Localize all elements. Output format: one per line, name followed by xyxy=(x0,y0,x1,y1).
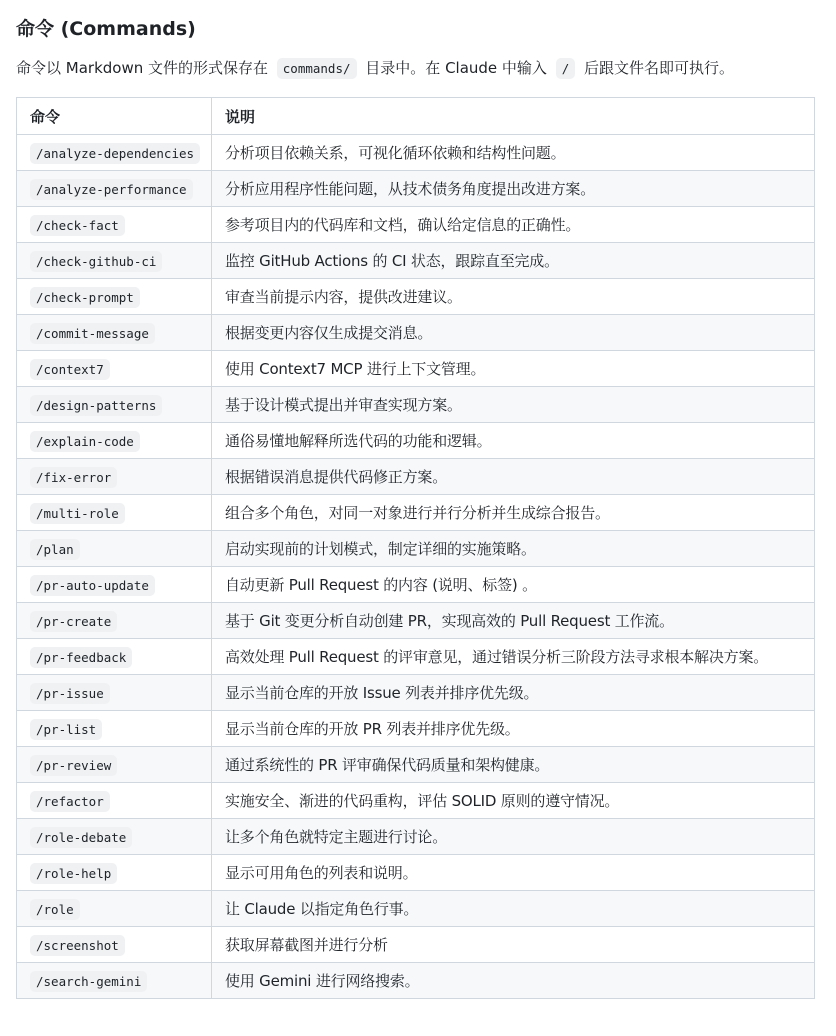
table-row xyxy=(17,531,815,567)
table-row xyxy=(17,387,815,423)
command-name: /pr-issue xyxy=(30,683,110,704)
command-cell xyxy=(17,243,212,279)
command-name: /fix-error xyxy=(30,467,117,488)
table-row xyxy=(17,819,815,855)
command-description: 让多个角色就特定主题进行讨论。 xyxy=(212,819,815,855)
command-description: 自动更新 Pull Request 的内容 (说明、标签) 。 xyxy=(212,567,815,603)
intro-code-commands-dir: commands/ xyxy=(277,58,357,79)
section-title: 命令 (Commands) xyxy=(16,18,196,40)
command-name: /screenshot xyxy=(30,935,125,956)
command-description: 获取屏幕截图并进行分析 xyxy=(212,927,815,963)
command-cell xyxy=(17,171,212,207)
command-cell xyxy=(17,711,212,747)
command-description: 基于 Git 变更分析自动创建 PR，实现高效的 Pull Request 工作流。 xyxy=(212,603,815,639)
command-name: /pr-auto-update xyxy=(30,575,155,596)
command-cell xyxy=(17,747,212,783)
command-cell xyxy=(17,135,212,171)
command-cell xyxy=(17,459,212,495)
command-name: /pr-list xyxy=(30,719,102,740)
command-name: /refactor xyxy=(30,791,110,812)
command-cell xyxy=(17,891,212,927)
command-description: 根据变更内容仅生成提交消息。 xyxy=(212,315,815,351)
table-row xyxy=(17,315,815,351)
command-cell xyxy=(17,963,212,999)
command-description: 监控 GitHub Actions 的 CI 状态，跟踪直至完成。 xyxy=(212,243,815,279)
table-row xyxy=(17,171,815,207)
command-description: 参考项目内的代码库和文档，确认给定信息的正确性。 xyxy=(212,207,815,243)
command-name: /commit-message xyxy=(30,323,155,344)
table-row xyxy=(17,855,815,891)
command-name: /pr-feedback xyxy=(30,647,132,668)
command-cell xyxy=(17,567,212,603)
table-row xyxy=(17,351,815,387)
command-cell xyxy=(17,675,212,711)
command-description: 组合多个角色，对同一对象进行并行分析并生成综合报告。 xyxy=(212,495,815,531)
table-row xyxy=(17,603,815,639)
command-cell xyxy=(17,639,212,675)
command-name: /context7 xyxy=(30,359,110,380)
column-header-command: 命令 xyxy=(17,98,212,135)
command-name: /check-prompt xyxy=(30,287,140,308)
command-cell xyxy=(17,207,212,243)
table-row xyxy=(17,495,815,531)
command-cell xyxy=(17,423,212,459)
command-cell xyxy=(17,927,212,963)
table-row xyxy=(17,675,815,711)
intro-text-middle: 目录中。在 Claude 中输入 xyxy=(365,59,547,77)
command-description: 启动实现前的计划模式，制定详细的实施策略。 xyxy=(212,531,815,567)
command-cell xyxy=(17,279,212,315)
command-description: 基于设计模式提出并审查实现方案。 xyxy=(212,387,815,423)
table-row xyxy=(17,891,815,927)
command-name: /check-github-ci xyxy=(30,251,162,272)
command-name: /role-debate xyxy=(30,827,132,848)
command-cell xyxy=(17,819,212,855)
command-cell xyxy=(17,603,212,639)
command-description: 高效处理 Pull Request 的评审意见，通过错误分析三阶段方法寻求根本解决方案。 xyxy=(212,639,815,675)
command-description: 使用 Gemini 进行网络搜索。 xyxy=(212,963,815,999)
table-row xyxy=(17,963,815,999)
command-name: /multi-role xyxy=(30,503,125,524)
command-name: /plan xyxy=(30,539,80,560)
intro-text-before: 命令以 Markdown 文件的形式保存在 xyxy=(16,59,268,77)
table-header-row xyxy=(17,98,815,135)
command-description: 显示当前仓库的开放 PR 列表并排序优先级。 xyxy=(212,711,815,747)
table-row xyxy=(17,927,815,963)
command-name: /design-patterns xyxy=(30,395,162,416)
command-description: 显示当前仓库的开放 Issue 列表并排序优先级。 xyxy=(212,675,815,711)
command-name: /role xyxy=(30,899,80,920)
command-name: /search-gemini xyxy=(30,971,147,992)
intro-text-after: 后跟文件名即可执行。 xyxy=(584,59,735,77)
table-row xyxy=(17,783,815,819)
table-row xyxy=(17,423,815,459)
command-description: 通过系统性的 PR 评审确保代码质量和架构健康。 xyxy=(212,747,815,783)
command-description: 分析应用程序性能问题，从技术债务角度提出改进方案。 xyxy=(212,171,815,207)
command-cell xyxy=(17,495,212,531)
command-description: 实施安全、渐进的代码重构，评估 SOLID 原则的遵守情况。 xyxy=(212,783,815,819)
table-row xyxy=(17,747,815,783)
command-cell xyxy=(17,855,212,891)
table-row xyxy=(17,207,815,243)
table-row xyxy=(17,711,815,747)
table-row xyxy=(17,567,815,603)
table-row xyxy=(17,639,815,675)
command-name: /analyze-dependencies xyxy=(30,143,200,164)
command-name: /pr-review xyxy=(30,755,117,776)
table-row xyxy=(17,459,815,495)
command-description: 显示可用角色的列表和说明。 xyxy=(212,855,815,891)
command-description: 根据错误消息提供代码修正方案。 xyxy=(212,459,815,495)
table-row xyxy=(17,135,815,171)
command-description: 通俗易懂地解释所选代码的功能和逻辑。 xyxy=(212,423,815,459)
commands-table xyxy=(16,97,815,999)
command-cell xyxy=(17,387,212,423)
command-name: /check-fact xyxy=(30,215,125,236)
command-description: 让 Claude 以指定角色行事。 xyxy=(212,891,815,927)
column-header-description: 说明 xyxy=(212,98,815,135)
section-intro xyxy=(16,55,836,81)
command-cell xyxy=(17,783,212,819)
command-name: /role-help xyxy=(30,863,117,884)
command-name: /pr-create xyxy=(30,611,117,632)
command-cell xyxy=(17,351,212,387)
command-cell xyxy=(17,315,212,351)
intro-code-slash: / xyxy=(556,58,576,79)
command-description: 分析项目依赖关系，可视化循环依赖和结构性问题。 xyxy=(212,135,815,171)
table-row xyxy=(17,243,815,279)
command-cell xyxy=(17,531,212,567)
command-name: /analyze-performance xyxy=(30,179,193,200)
command-description: 使用 Context7 MCP 进行上下文管理。 xyxy=(212,351,815,387)
table-row xyxy=(17,279,815,315)
command-description: 审查当前提示内容，提供改进建议。 xyxy=(212,279,815,315)
command-name: /explain-code xyxy=(30,431,140,452)
